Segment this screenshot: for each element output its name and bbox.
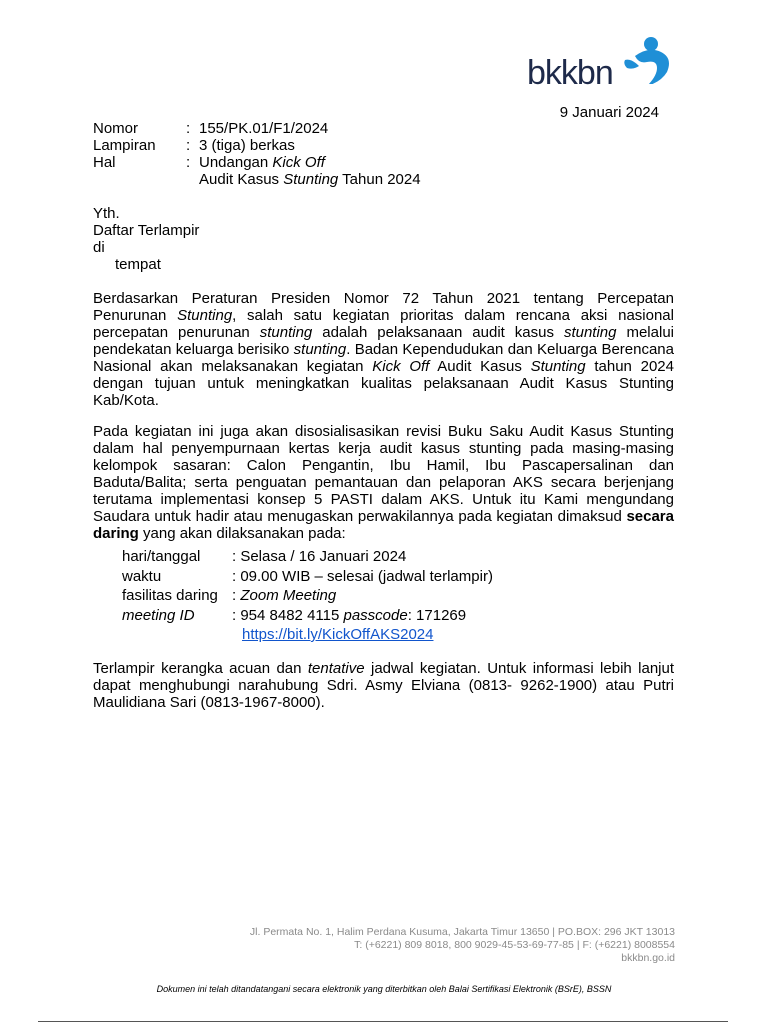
p1-italic-3: stunting [563,324,617,341]
footer-phone: T: (+6221) 809 8018, 800 9029-45-53-69-77-85 | F: (+6221) 8008554 [354,939,675,951]
p2-text-2: yang akan dilaksanakan pada: [138,525,346,542]
address-line-di: di [93,239,105,256]
lampiran-value: 3 (tiga) berkas [199,137,295,154]
hal2-italic: Stunting [283,171,339,188]
address-line-recipient: Daftar Terlampir [93,222,200,239]
e-signature-disclaimer: Dokumen ini telah ditandatangani secara elektronik yang diterbitkan oleh Balai Sertifikasi Elektronik (BSrE), BSSN [156,984,612,994]
bottom-divider [38,1021,728,1022]
hal2-text: Audit Kasus [199,171,284,188]
p1-italic-2: stunting [259,324,313,341]
paragraph-invitation [93,423,674,542]
letter-meta [93,120,421,188]
footer-contact [250,926,675,965]
hal-label: Hal [93,154,116,171]
bkkbn-logo [527,36,677,96]
detail-time-label: waktu [122,567,162,585]
lampiran-label: Lampiran [93,137,156,154]
recipient-address [93,205,199,273]
hal2-post: Tahun 2024 [338,171,421,188]
p3-text-2: jadwal kegiatan. Untuk informasi lebih lanjut dapat menghubungi narahubung Sdri. Asmy Elviana (0813- 9262-1900) atau Putri Maulidiana Sari (0813-1967-8000). [93,660,674,711]
detail-date-value: : Selasa / 16 Januari 2024 [232,548,407,565]
bkkbn-logo-mark-icon [621,36,677,84]
detail-date-label: hari/tanggal [122,548,201,565]
address-line-tempat: tempat [115,256,161,273]
p2-text-1: Pada kegiatan ini juga akan disosialisasikan revisi Buku Saku Audit Kasus Stunting dalam hal penyempurnaan kertas kerja audit kasus stunting pada masing-masing kelompok sasaran: Calon Pengantin, Ibu Hamil, Ibu Pascapersalinan dan Baduta/Balita; serta penguatan pemantauan dan pelaporan AKS secara berjenjang terutama implementasi konsep 5 PASTI dalam AKS. Untuk itu Kami mengundang Saudara untuk hadir atau menugaskan perwakilannya pada kegiatan dimaksud [93,423,674,525]
p2-bold: secara daring [93,508,674,542]
meta-lampiran [93,137,421,154]
detail-row-date [122,547,493,567]
detail-meeting-value [232,606,466,626]
detail-platform-value [232,586,336,606]
meta-hal [93,154,421,171]
detail-platform-name: Zoom Meeting [240,587,337,604]
hal-value [199,154,325,171]
passcode-value: : 171269 [407,606,467,624]
p3-italic: tentative [307,660,365,677]
p1-text-1: Berdasarkan Peraturan Presiden Nomor 72 Tahun 2021 tentang Percepatan Penurunan [93,290,674,324]
p1-text-6: Audit Kasus [429,358,531,375]
p1-text-3: adalah pelaksanaan audit kasus [312,324,564,341]
detail-platform-prefix: : [232,587,241,604]
hal-value-line2 [199,171,421,188]
footer-address: Jl. Permata No. 1, Halim Perdana Kusuma, Jakarta Timur 13650 | PO.BOX: 296 JKT 13013 [249,926,675,938]
paragraph-intro [93,290,674,409]
detail-platform-label: fasilitas daring [122,587,218,604]
nomor-colon: : [186,120,191,137]
p1-text-7: tahun 2024 dengan tujuan untuk meningkatkan kualitas pelaksanaan Audit Kasus Stunting Kab/Kota. [93,358,674,409]
logo-wordmark: bkkbn [527,54,613,92]
p1-text-2: , salah satu kegiatan prioritas dalam rencana aksi nasional percepatan penurunan [93,307,674,341]
p3-text-1: Terlampir kerangka acuan dan [93,660,308,677]
detail-row-time [122,567,493,587]
detail-row-link [122,625,493,645]
passcode-label: passcode [343,606,408,624]
event-details [122,547,493,645]
meta-nomor [93,120,421,137]
meeting-id-value: : 954 8482 4115 [232,606,344,624]
meeting-link[interactable]: https://bit.ly/KickOffAKS2024 [242,626,434,643]
detail-meeting-label: meeting ID [122,606,195,624]
lampiran-colon: : [186,137,191,154]
p1-italic-1: Stunting [177,307,233,324]
paragraph-closing [93,660,674,711]
p1-text-4: melalui pendekatan keluarga berisiko [93,324,674,358]
p1-italic-5: Kick Off [372,358,430,375]
nomor-label: Nomor [93,120,139,137]
p1-italic-4: stunting [293,341,347,358]
meta-hal-line2 [93,171,421,188]
detail-row-meeting [122,606,493,626]
detail-row-platform [122,586,493,606]
footer-website: bkkbn.go.id [621,952,675,964]
nomor-value: 155/PK.01/F1/2024 [199,120,329,137]
p1-text-5: . Badan Kependudukan dan Keluarga Berencana Nasional akan melaksanakan kegiatan [93,341,674,375]
hal-text: Undangan [199,154,273,171]
detail-time-value: : 09.00 WIB – selesai (jadwal terlampir) [232,567,493,585]
letter-date: 9 Januari 2024 [559,104,659,121]
hal-colon: : [186,154,191,171]
address-line-yth: Yth. [93,205,120,222]
p1-italic-6: Stunting [530,358,586,375]
hal-italic: Kick Off [272,154,325,171]
